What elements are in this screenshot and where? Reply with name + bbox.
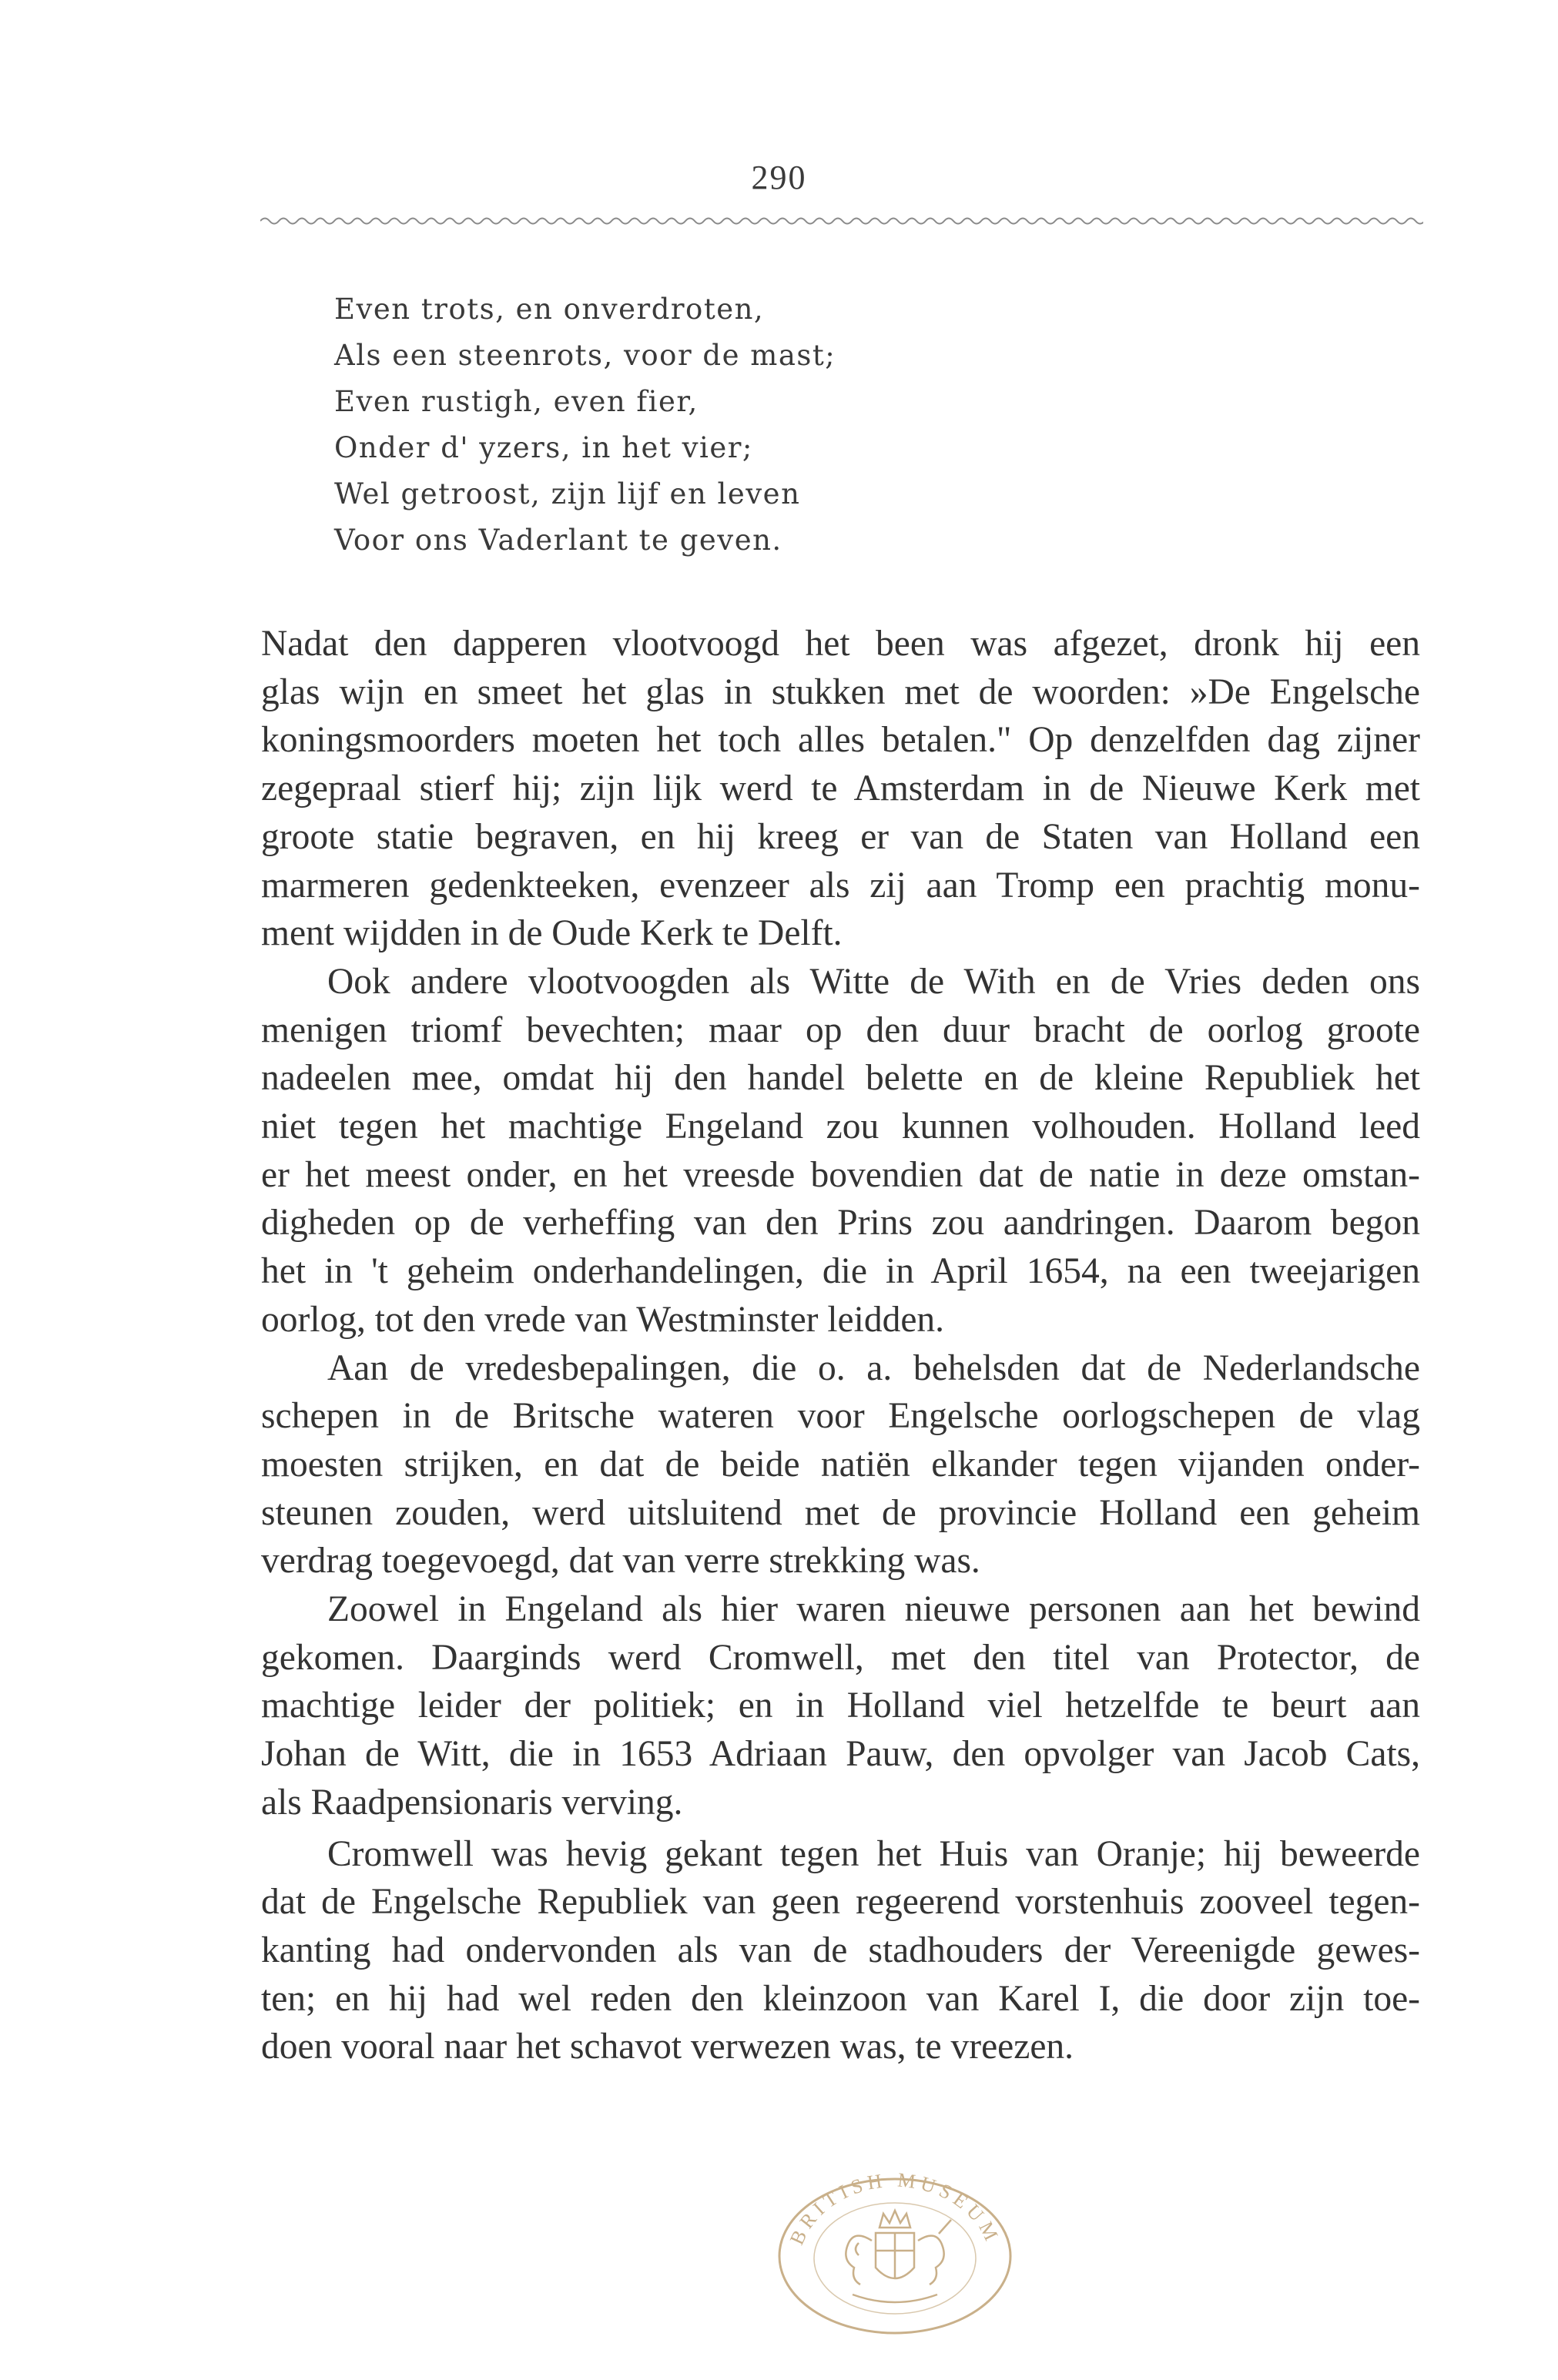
text-line: steunen zouden, werd uitsluitend met de provincie Holland een geheim bbox=[261, 1492, 1420, 1533]
stamp-text: BRITISH MUSEUM bbox=[785, 2168, 1005, 2248]
text-line: ten; en hij had wel reden den kleinzoon van Karel I, die door zijn toe- bbox=[261, 1978, 1420, 2019]
poem-line: Even rustigh, even fier, bbox=[334, 385, 699, 418]
text-line: kanting had ondervonden als van de stadhouders der Vereenigde gewes- bbox=[261, 1930, 1420, 1970]
text-line: Aan de vredesbepalingen, die o. a. behelsden dat de Nederlandsche bbox=[327, 1347, 1420, 1388]
text-line: Ook andere vlootvoogden als Witte de With en de Vries deden ons bbox=[327, 961, 1420, 1002]
paragraph bbox=[261, 620, 1420, 958]
paragraph bbox=[261, 958, 1420, 1344]
text-line: niet tegen het machtige Engeland zou kunnen volhouden. Holland leed bbox=[261, 1106, 1420, 1147]
text-line: het in 't geheim onderhandelingen, die in April 1654, na een tweejarigen bbox=[261, 1251, 1420, 1292]
text-line: koningsmoorders moeten het toch alles betalen." Op denzelfden dag zijner bbox=[261, 720, 1420, 761]
text-line: machtige leider der politiek; en in Holland viel hetzelfde te beurt aan bbox=[261, 1685, 1420, 1726]
text-line: oorlog, tot den vrede van Westminster leidden. bbox=[261, 1299, 945, 1340]
text-line: marmeren gedenkteeken, evenzeer als zij aan Tromp een prachtig monu- bbox=[261, 865, 1420, 905]
paragraph bbox=[261, 1585, 1420, 1827]
text-line: Nadat den dapperen vlootvoogd het been was afgezet, dronk hij een bbox=[261, 624, 1420, 664]
poem-line: Voor ons Vaderlant te geven. bbox=[334, 524, 782, 557]
text-line: zegepraal stierf hij; zijn lijk werd te Amsterdam in de Nieuwe Kerk met bbox=[261, 768, 1420, 809]
text-line: dat de Engelsche Republiek van geen regeerend vorstenhuis zooveel tegen- bbox=[261, 1882, 1420, 1923]
body-text bbox=[261, 620, 1420, 2071]
text-line: glas wijn en smeet het glas in stukken met de woorden: »De Engelsche bbox=[261, 671, 1420, 712]
text-line: digheden op de verheffing van den Prins zou aandringen. Daarom begon bbox=[261, 1203, 1420, 1244]
text-line: moesten strijken, en dat de beide natiën elkander tegen vijanden onder- bbox=[261, 1444, 1420, 1485]
paragraph bbox=[261, 1830, 1420, 2072]
poem-line: Als een steenrots, voor de mast; bbox=[334, 339, 836, 372]
text-line: gekomen. Daarginds werd Cromwell, met den titel van Protector, de bbox=[261, 1637, 1420, 1678]
poem-line: Even trots, en onverdroten, bbox=[334, 293, 765, 326]
page-number: 290 bbox=[751, 159, 807, 196]
text-line: Zoowel in Engeland als hier waren nieuwe personen aan het bewind bbox=[327, 1589, 1420, 1630]
decorative-wavy-rule bbox=[260, 209, 1423, 233]
text-line: Cromwell was hevig gekant tegen het Huis van Oranje; hij beweerde bbox=[327, 1833, 1420, 1874]
text-line: menigen triomf bevechten; maar op den duur bracht de oorlog groote bbox=[261, 1009, 1420, 1050]
poem-line: Onder d' yzers, in het vier; bbox=[334, 431, 753, 464]
text-line: er het meest onder, en het vreesde bovendien dat de natie in deze omstan- bbox=[261, 1154, 1420, 1195]
british-museum-stamp-icon bbox=[768, 2152, 1022, 2337]
text-line: verdrag toegevoegd, dat van verre strekking was. bbox=[261, 1541, 980, 1582]
text-line: ment wijdden in de Oude Kerk te Delft. bbox=[261, 913, 843, 954]
paragraph bbox=[261, 1344, 1420, 1586]
text-line: Johan de Witt, die in 1653 Adriaan Pauw, den opvolger van Jacob Cats, bbox=[261, 1734, 1420, 1775]
text-line: als Raadpensionaris verving. bbox=[261, 1782, 683, 1823]
text-line: nadeelen mee, omdat hij den handel belette en de kleine Republiek het bbox=[261, 1058, 1420, 1099]
text-line: doen vooral naar het schavot verwezen was, te vreezen. bbox=[261, 2027, 1074, 2067]
poem-line: Wel getroost, zijn lijf en leven bbox=[334, 477, 801, 510]
text-line: groote statie begraven, en hij kreeg er van de Staten van Holland een bbox=[261, 816, 1420, 857]
text-line: schepen in de Britsche wateren voor Engelsche oorlogschepen de vlag bbox=[261, 1396, 1420, 1437]
poem-stanza bbox=[334, 286, 1258, 564]
